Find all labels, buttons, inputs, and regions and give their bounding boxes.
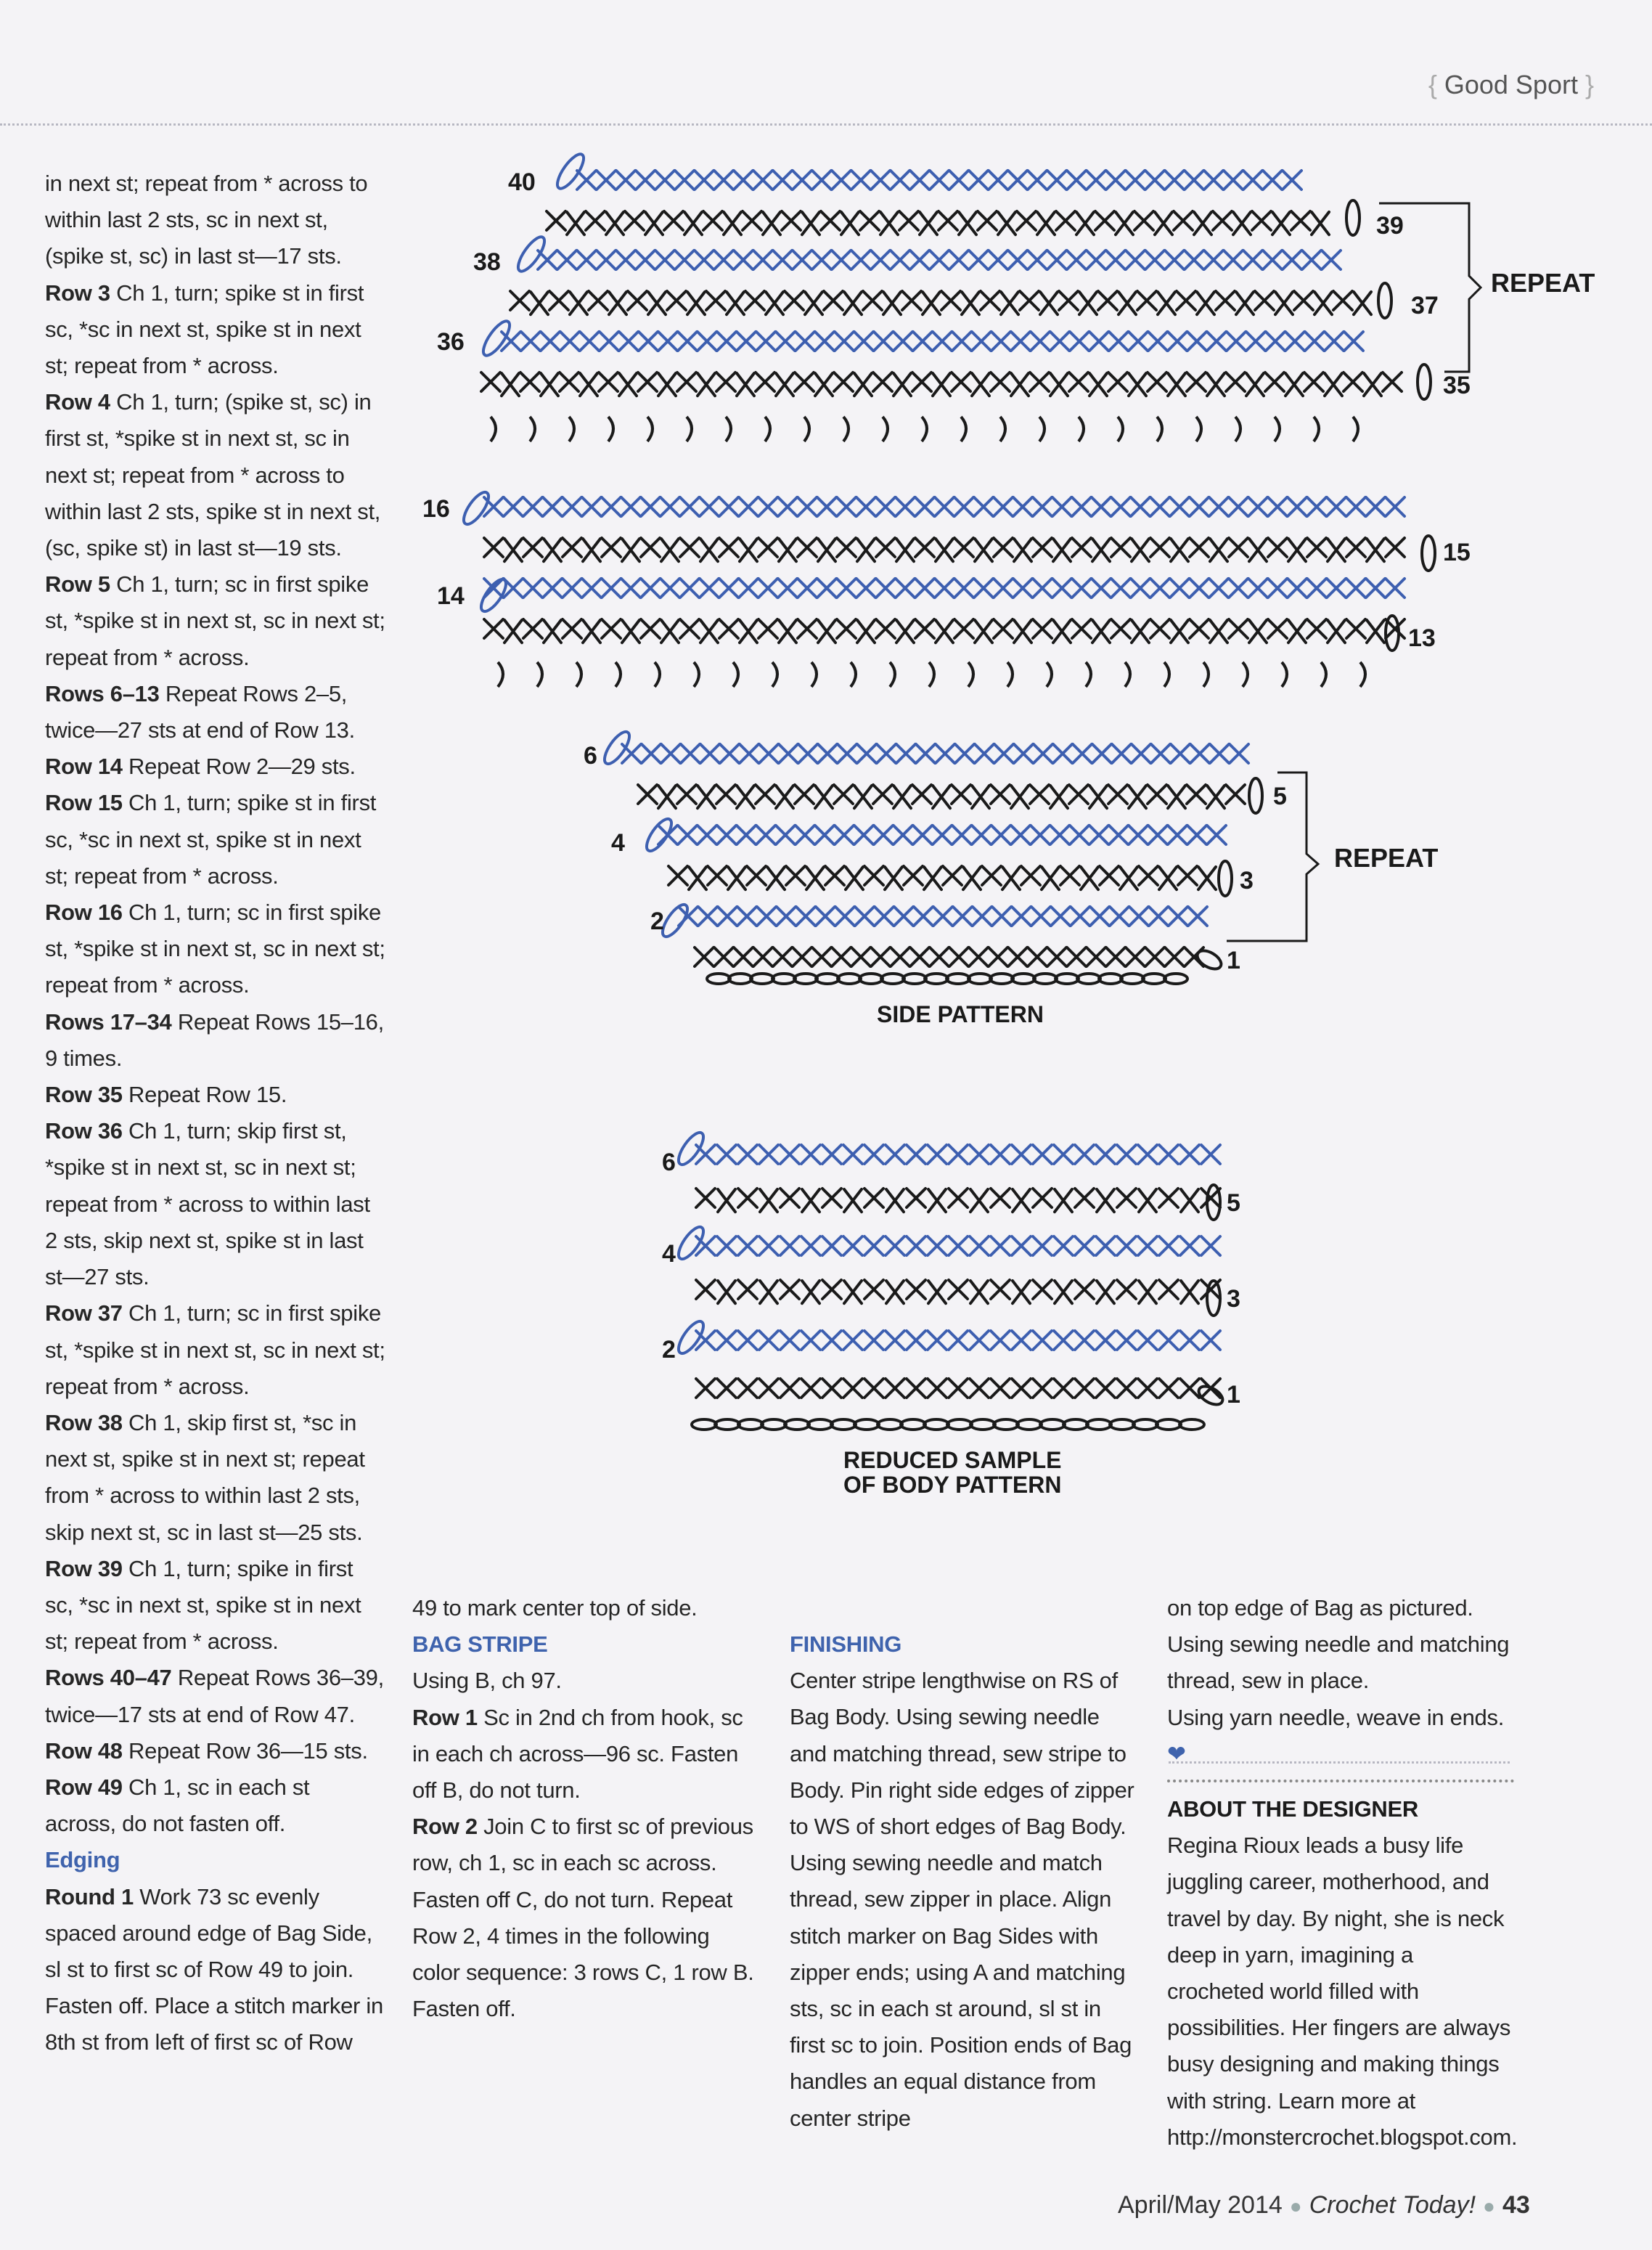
row-number: 2 bbox=[662, 1336, 676, 1364]
stitch-hook bbox=[655, 662, 660, 687]
row-label: Row 49 bbox=[45, 1774, 123, 1800]
designer-rule bbox=[1169, 1761, 1510, 1764]
row-label: Row 14 bbox=[45, 754, 123, 780]
row-number: 14 bbox=[437, 582, 465, 610]
chain-stitch bbox=[1034, 974, 1057, 984]
paragraph bbox=[45, 1733, 386, 1769]
stitch-hook bbox=[765, 417, 770, 441]
stitch-hook bbox=[1235, 417, 1240, 441]
chain-stitch bbox=[859, 974, 883, 984]
row-label: Row 48 bbox=[45, 1737, 123, 1764]
stitch-hook bbox=[1243, 662, 1248, 687]
chain-stitch bbox=[1012, 974, 1035, 984]
designer-heading: ABOUT THE DESIGNER bbox=[1167, 1796, 1418, 1822]
row-number: 6 bbox=[584, 742, 597, 770]
chain-stitch bbox=[1133, 1419, 1158, 1430]
row-number: 2 bbox=[650, 908, 664, 935]
chain-stitch bbox=[878, 1419, 902, 1430]
instruction-text: Repeat Rows 15–16, 9 times. bbox=[45, 1008, 384, 1071]
row-number: 4 bbox=[662, 1240, 676, 1268]
stitch-hook bbox=[804, 417, 809, 441]
stitch-hook bbox=[491, 417, 496, 441]
instruction-text: Ch 1, turn; sc in first spike st, *spike st in next st, sc in next st; repeat from * across. bbox=[45, 571, 385, 670]
section-heading: FINISHING bbox=[790, 1631, 902, 1657]
chain-stitch bbox=[1249, 778, 1262, 813]
row-label: Rows 17–34 bbox=[45, 1008, 172, 1035]
issue-date: April/May 2014 bbox=[1118, 2191, 1283, 2219]
paragraph bbox=[45, 1842, 386, 1878]
stitch-hook bbox=[1353, 417, 1358, 441]
paragraph bbox=[412, 1590, 759, 1626]
row-number: 36 bbox=[437, 328, 465, 356]
row-number: 35 bbox=[1443, 372, 1471, 399]
instruction-text: Ch 1, turn; (spike st, sc) in first st, *spike st in next st, sc in next st; repeat from * across to within last 2 sts, spike st in next st, (sc, spike st) in last st—19 sts. bbox=[45, 389, 381, 561]
page-number: 43 bbox=[1502, 2191, 1530, 2219]
row-label: Row 15 bbox=[45, 790, 123, 816]
instruction-text: Using yarn needle, weave in ends. bbox=[1167, 1704, 1505, 1730]
row-number: 15 bbox=[1443, 539, 1471, 566]
stitch-hook bbox=[1007, 662, 1013, 687]
chain-stitch bbox=[692, 1419, 716, 1430]
instruction-text: Ch 1, turn; sc in first spike st, *spike st in next st, sc in next st; repeat from * across. bbox=[45, 1300, 385, 1399]
instruction-text: Ch 1, turn; spike st in first sc, *sc in next st, spike st in next st; repeat from * across. bbox=[45, 790, 377, 889]
instruction-text: Using B, ch 97. bbox=[412, 1668, 562, 1694]
stitch-hook bbox=[1282, 662, 1287, 687]
row-number: 38 bbox=[473, 248, 501, 276]
row-label: Row 38 bbox=[45, 1409, 123, 1435]
paragraph bbox=[412, 1663, 759, 1699]
chain-stitch bbox=[838, 974, 861, 984]
instruction-text: Regina Rioux leads a busy life juggling career, motherhood, and travel by day. By night, she is neck deep in yarn, imagining a crocheted world filled with possibilities. Her fingers are always busy designing and making things with string. Learn more at http://monstercrochet.blogspot.com. bbox=[1167, 1833, 1518, 2150]
row-number: 40 bbox=[508, 168, 536, 196]
instruction-text: Ch 1, skip first st, *sc in next st, spike st in next st; repeat from * across to within last 2 sts, skip next st, sc in last st—25 sts. bbox=[45, 1409, 365, 1545]
stitch-hook bbox=[1360, 662, 1365, 687]
paragraph bbox=[1167, 1827, 1518, 2156]
chain-stitch bbox=[1142, 974, 1166, 984]
instruction-text: Ch 1, sc in each st across, do not fasten off. bbox=[45, 1774, 310, 1837]
row-label: Row 3 bbox=[45, 280, 110, 306]
instruction-text: Repeat Row 15. bbox=[122, 1082, 287, 1108]
row-number: 5 bbox=[1227, 1189, 1240, 1217]
chain-stitch bbox=[514, 233, 549, 274]
chain-stitch bbox=[968, 974, 991, 984]
chain-stitch bbox=[1195, 1382, 1225, 1408]
chain-stitch bbox=[715, 1419, 740, 1430]
chain-stitch bbox=[1077, 974, 1100, 984]
paragraph bbox=[790, 1663, 1137, 2137]
row-label: Rows 6–13 bbox=[45, 680, 160, 706]
chain-stitch bbox=[947, 1419, 972, 1430]
chain-stitch bbox=[924, 1419, 949, 1430]
paragraph bbox=[1167, 1791, 1514, 1827]
stitch-hook bbox=[1125, 662, 1130, 687]
chain-stitch bbox=[1422, 536, 1435, 571]
heart-icon: ❤ bbox=[1167, 1740, 1186, 1766]
chain-stitch bbox=[994, 1419, 1018, 1430]
chain-stitch bbox=[1194, 947, 1224, 972]
chain-stitch bbox=[772, 974, 796, 984]
row-number: 37 bbox=[1411, 292, 1439, 319]
stitch-hook bbox=[733, 662, 738, 687]
paragraph bbox=[412, 1809, 759, 2027]
stitch-hook bbox=[922, 417, 927, 441]
chain-stitch bbox=[1164, 974, 1187, 984]
row-number: 3 bbox=[1240, 867, 1254, 894]
side-pattern-caption: SIDE PATTERN bbox=[877, 1001, 1044, 1027]
paragraph bbox=[790, 1626, 1137, 1663]
stitch-hook bbox=[1164, 662, 1169, 687]
row-number: 39 bbox=[1376, 212, 1404, 240]
instruction-text: Center stripe lengthwise on RS of Bag Body. Using sewing needle and matching thread, sew stripe to Body. Pin right side edges of zipper to WS of short edges of Bag Body. Using sewing needle and match thread, sew zipper in place. Align stitch marker on Bag Sides with zipper ends; using A and matching sts, sc in each st around, sl st in first sc to join. Position ends of Bag handles an equal distance from center stripe bbox=[790, 1668, 1134, 2131]
stitch-hook bbox=[576, 662, 581, 687]
section-title: Good Sport bbox=[1444, 70, 1578, 99]
chain-stitch bbox=[1121, 974, 1144, 984]
row-label: Row 39 bbox=[45, 1555, 123, 1581]
chain-stitch bbox=[459, 489, 493, 528]
stitch-hook bbox=[811, 662, 817, 687]
repeat-label: REPEAT bbox=[1491, 268, 1595, 298]
stitch-hook bbox=[498, 662, 503, 687]
chain-stitch bbox=[1017, 1419, 1042, 1430]
stitch-hook bbox=[1314, 417, 1319, 441]
page-footer: April/May 2014 ● Crochet Today! ● 43 bbox=[1118, 2191, 1530, 2219]
stitch-hook bbox=[1047, 662, 1052, 687]
chain-stitch bbox=[1063, 1419, 1088, 1430]
chain-stitch bbox=[707, 974, 730, 984]
stitch-hook bbox=[647, 417, 653, 441]
stitch-hook bbox=[929, 662, 934, 687]
instruction-text: Repeat Row 2—29 sts. bbox=[122, 754, 356, 780]
stitch-hook bbox=[772, 662, 777, 687]
instruction-text: Sc in 2nd ch from hook, sc in each ch across—96 sc. Fasten off B, do not turn. bbox=[412, 1704, 743, 1803]
chain-stitch bbox=[901, 1419, 925, 1430]
chain-stitch bbox=[674, 1129, 708, 1168]
chain-stitch bbox=[794, 974, 817, 984]
chain-stitch bbox=[1346, 200, 1359, 235]
chain-stitch bbox=[1055, 974, 1079, 984]
row-label: Row 1 bbox=[412, 1704, 478, 1730]
paragraph bbox=[412, 1626, 759, 1663]
row-number: 5 bbox=[1273, 783, 1287, 810]
column-4 bbox=[1167, 1590, 1518, 2156]
instruction-text: Repeat Rows 36–39, twice—17 sts at end of Row 47. bbox=[45, 1665, 384, 1727]
stitch-hook bbox=[1321, 662, 1326, 687]
stitch-hook bbox=[1157, 417, 1162, 441]
row-label: Row 2 bbox=[412, 1814, 478, 1840]
stitch-hook bbox=[1196, 417, 1201, 441]
row-number: 3 bbox=[1227, 1285, 1240, 1313]
chain-stitch bbox=[1087, 1419, 1111, 1430]
chain-stitch bbox=[903, 974, 926, 984]
instruction-text: Work 73 sc evenly spaced around edge of Bag Side, sl st to first sc of Row 49 to join. Fasten off. Place a stitch marker in 8th st from left of first sc of Row bbox=[45, 1883, 383, 2055]
chain-stitch bbox=[1219, 861, 1232, 896]
row-label: Row 36 bbox=[45, 1118, 123, 1144]
chain-stitch bbox=[854, 1419, 879, 1430]
instruction-text: Ch 1, turn; spike in first sc, *sc in next st, spike st in next st; repeat from * across. bbox=[45, 1555, 361, 1655]
chain-stitch bbox=[553, 150, 589, 192]
row-number: 13 bbox=[1408, 624, 1436, 652]
stitch-hook bbox=[961, 417, 966, 441]
row-label: Rows 40–47 bbox=[45, 1665, 172, 1691]
stitch-hook bbox=[1203, 662, 1209, 687]
row-number: 16 bbox=[422, 495, 450, 523]
chain-stitch bbox=[751, 974, 774, 984]
paragraph bbox=[45, 1660, 386, 1732]
instruction-text: on top edge of Bag as pictured. Using sewing needle and matching thread, sew in place. bbox=[1167, 1595, 1510, 1694]
row-label: Row 37 bbox=[45, 1300, 123, 1326]
instruction-text: Ch 1, turn; spike st in first sc, *sc in next st, spike st in next st; repeat from * across. bbox=[45, 280, 364, 379]
chain-stitch bbox=[816, 974, 839, 984]
instruction-text: in next st; repeat from * across to within last 2 sts, sc in next st, (spike st, sc) in last st—17 sts. bbox=[45, 171, 368, 269]
stitch-hook bbox=[537, 662, 542, 687]
row-number: 1 bbox=[1227, 947, 1240, 974]
stitch-hook bbox=[726, 417, 731, 441]
chain-stitch bbox=[1378, 283, 1391, 318]
row-label: Row 4 bbox=[45, 389, 110, 415]
row-number: 6 bbox=[662, 1149, 676, 1176]
stitch-hook bbox=[616, 662, 621, 687]
chain-stitch bbox=[970, 1419, 995, 1430]
section-heading: Edging bbox=[45, 1847, 120, 1873]
row-label: Row 5 bbox=[45, 571, 110, 598]
section-header: { Good Sport } bbox=[1428, 70, 1594, 99]
row-label: Row 35 bbox=[45, 1082, 123, 1108]
chain-stitch bbox=[1179, 1419, 1204, 1430]
stitch-hook bbox=[1118, 417, 1123, 441]
stitch-hook bbox=[843, 417, 849, 441]
stitch-hook bbox=[687, 417, 692, 441]
paragraph bbox=[45, 1769, 386, 1842]
column-3 bbox=[790, 1626, 1137, 2137]
stitch-hook bbox=[890, 662, 895, 687]
stitch-hook bbox=[608, 417, 613, 441]
instruction-text: Repeat Row 36—15 sts. bbox=[122, 1737, 368, 1764]
column-2 bbox=[412, 1590, 759, 2027]
instruction-text: Ch 1, turn; skip first st, *spike st in next st, sc in next st; repeat from * across to within last 2 sts, skip next st, spike st in last st—27 sts. bbox=[45, 1118, 370, 1290]
body-caption-line-2: OF BODY PATTERN bbox=[843, 1472, 1062, 1498]
chain-stitch bbox=[600, 728, 634, 767]
chain-stitch bbox=[808, 1419, 833, 1430]
separator bbox=[1167, 1780, 1514, 1782]
row-number: 1 bbox=[1227, 1381, 1240, 1409]
chain-stitch bbox=[990, 974, 1013, 984]
chain-stitch bbox=[831, 1419, 856, 1430]
row-number: 4 bbox=[611, 829, 625, 857]
stitch-hook bbox=[1086, 662, 1091, 687]
chain-stitch bbox=[1156, 1419, 1181, 1430]
instruction-text: Repeat Rows 2–5, twice—27 sts at end of Row 13. bbox=[45, 680, 355, 743]
chain-stitch bbox=[881, 974, 904, 984]
instruction-text: Join C to first sc of previous row, ch 1, sc in each sc across. Fasten off C, do not turn. Repeat Row 2, 4 times in the following color sequence: 3 rows C, 1 row B. Fasten off. bbox=[412, 1814, 754, 2022]
body-caption-line-1: REDUCED SAMPLE bbox=[843, 1447, 1062, 1473]
chain-stitch bbox=[729, 974, 752, 984]
stitch-hook bbox=[1000, 417, 1005, 441]
chain-stitch bbox=[761, 1419, 786, 1430]
instruction-text: Ch 1, turn; sc in first spike st, *spike st in next st, sc in next st; repeat from * across. bbox=[45, 900, 385, 998]
stitch-hook bbox=[1275, 417, 1280, 441]
chain-stitch bbox=[738, 1419, 763, 1430]
chain-stitch bbox=[1418, 364, 1431, 399]
row-label: Row 16 bbox=[45, 900, 123, 926]
stitch-hook bbox=[569, 417, 574, 441]
chain-stitch bbox=[946, 974, 970, 984]
stitch-hook bbox=[851, 662, 856, 687]
instruction-text: 49 to mark center top of side. bbox=[412, 1595, 698, 1621]
paragraph bbox=[45, 1879, 386, 2061]
repeat-label: REPEAT bbox=[1334, 843, 1439, 873]
stitch-hook bbox=[1079, 417, 1084, 441]
stitch-hook bbox=[1039, 417, 1044, 441]
stitch-hook bbox=[883, 417, 888, 441]
section-heading: BAG STRIPE bbox=[412, 1631, 548, 1658]
chain-stitch bbox=[1110, 1419, 1134, 1430]
stitch-hook bbox=[694, 662, 699, 687]
paragraph bbox=[412, 1700, 759, 1809]
row-label: Round 1 bbox=[45, 1883, 134, 1909]
chain-stitch bbox=[1040, 1419, 1065, 1430]
stitch-hook bbox=[530, 417, 535, 441]
chain-stitch bbox=[785, 1419, 809, 1430]
chain-stitch bbox=[642, 815, 676, 855]
chain-stitch bbox=[1099, 974, 1122, 984]
paragraph bbox=[1167, 1590, 1514, 1700]
stitch-hook bbox=[968, 662, 973, 687]
chain-stitch bbox=[925, 974, 948, 984]
magazine-name: Crochet Today! bbox=[1309, 2191, 1476, 2219]
